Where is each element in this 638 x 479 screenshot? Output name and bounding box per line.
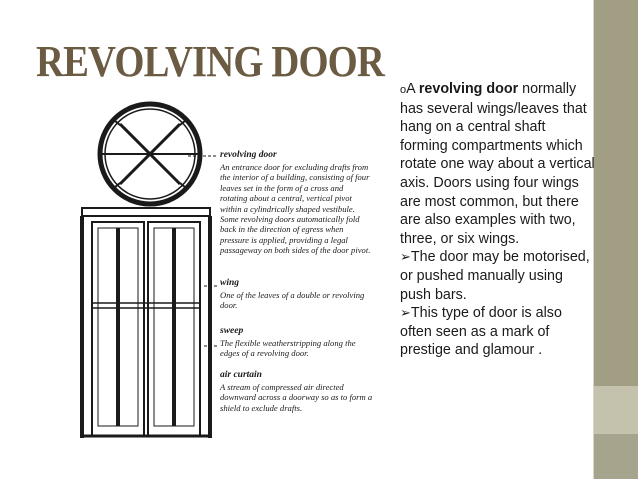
desc-wing: One of the leaves of a double or revolving door. <box>220 290 365 311</box>
sidebar-block-accent <box>594 386 638 434</box>
sidebar-block-top <box>594 0 638 386</box>
desc-revolving-door: An entrance door for excluding drafts from the interior of a building, consisting of four leaves set in the form of a cross and rotating about a central, vertical pivot within a cylindrically shaped vestibule. Some revolving doors automatically fold back in the direction of egress when pressure is applied, providing a legal passageway on both sides of the door pivot. <box>220 162 371 256</box>
bullet-circle-icon: o <box>400 84 407 96</box>
label-air-curtain: air curtain <box>220 370 262 380</box>
revolving-door-figure <box>68 98 380 444</box>
slide-title: REVOLVING DOOR <box>36 37 384 86</box>
body-text <box>400 80 596 360</box>
bullet-arrow-icon: ➢ <box>400 305 411 321</box>
paragraph-prestige <box>400 304 596 360</box>
label-sweep: sweep <box>220 326 244 336</box>
desc-sweep: The flexible weatherstripping along the edges of a revolving door. <box>220 338 356 359</box>
paragraph-definition-rest: normally has several wings/leaves that hang on a central shaft forming compartments which rotate one way about a vertical axis. Doors using four wings are most common, but there are also examples with two, three, or six wings. <box>400 81 595 247</box>
decorative-sidebar <box>594 0 638 479</box>
sidebar-block-bottom <box>594 434 638 479</box>
paragraph-definition-pre: A <box>406 81 419 97</box>
label-revolving-door: revolving door <box>220 150 277 160</box>
paragraph-prestige-text: This type of door is also often seen as a mark of prestige and glamour . <box>400 305 562 359</box>
paragraph-definition <box>400 80 596 248</box>
label-wing: wing <box>220 278 240 288</box>
revolving-door-illustration <box>68 98 218 444</box>
desc-air-curtain: A stream of compressed air directed downward across a doorway so as to form a shield to exclude drafts. <box>220 382 373 413</box>
drum-circle-plan <box>100 104 200 204</box>
paragraph-motorised-text: The door may be motorised, or pushed manually using push bars. <box>400 249 590 303</box>
door-elevation <box>82 208 210 438</box>
paragraph-motorised <box>400 248 596 304</box>
term-revolving-door: revolving door <box>418 81 519 97</box>
bullet-arrow-icon: ➢ <box>400 249 411 265</box>
